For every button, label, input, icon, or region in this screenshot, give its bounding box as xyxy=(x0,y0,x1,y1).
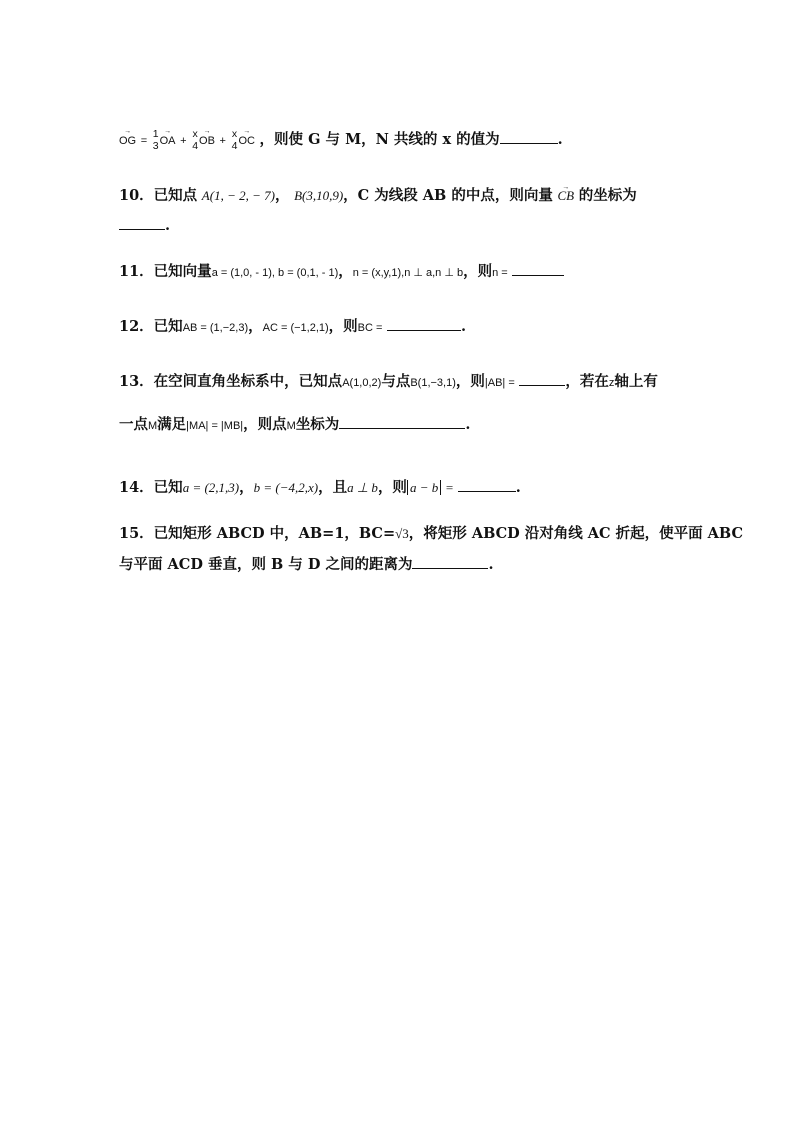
q9-text: ，则使 G 与 M，N 共线的 x 的值为 xyxy=(259,131,500,148)
q13-line2 xyxy=(119,415,470,436)
q14-abs: a − b xyxy=(407,480,441,495)
q13-text-a: 13．在空间直角坐标系中，已知点 xyxy=(119,373,343,390)
q12-bc: BC = xyxy=(357,322,383,334)
q14-number: 14．已知 xyxy=(119,479,183,496)
q9-frac3 xyxy=(232,128,238,152)
q10-point-a: A(1, − 2, − 7) xyxy=(201,188,275,203)
q10-tail: 的坐标为 xyxy=(578,187,637,204)
q13-abs-ab: |AB| = xyxy=(484,377,515,389)
q12-ac: AC = (−1,2,1) xyxy=(262,322,329,334)
q13-end: . xyxy=(465,416,471,433)
q12-answer-blank xyxy=(387,318,461,331)
q15-text-c: 与平面 ACD 垂直，则 B 与 D 之间的距离为 xyxy=(119,556,413,573)
q10-answer-blank xyxy=(119,217,165,230)
q11-comma: ， xyxy=(338,263,353,280)
q14-perp: a ⊥ b xyxy=(347,480,378,495)
q14-then: ，则 xyxy=(377,479,407,496)
q9-frac2-num: x xyxy=(192,128,198,140)
q13-point-b: B(1,−3,1) xyxy=(410,377,456,389)
q10-vector-cb: → CB xyxy=(557,186,574,206)
q12-then: ，则 xyxy=(328,318,358,335)
q13-mid: ，若在 xyxy=(565,373,609,390)
q13-z: z xyxy=(608,377,615,389)
q9-line xyxy=(119,128,563,152)
q12-comma: ， xyxy=(248,318,263,335)
q13-m2: M xyxy=(286,420,296,432)
q10-number: 10．已知点 xyxy=(119,187,198,204)
q14-eq: = xyxy=(445,480,454,495)
q12-ab: AB = (1,−2,3) xyxy=(182,322,249,334)
q15-text-a: 15．已知矩形 ABCD 中，AB=1，BC= xyxy=(119,525,396,542)
q13-text-d: ，则点 xyxy=(243,416,287,433)
q13-answer-blank-2 xyxy=(339,416,465,429)
q10-point-b: B(3,10,9) xyxy=(294,188,344,203)
q12-line xyxy=(119,317,466,338)
q13-then: ，则 xyxy=(455,373,485,390)
q9-frac2-den: 4 xyxy=(192,140,199,152)
q13-answer-blank-1 xyxy=(519,373,565,386)
q14-end: . xyxy=(515,479,521,496)
q10-line2 xyxy=(119,216,170,236)
q12-end: . xyxy=(461,318,467,335)
q11-answer-blank xyxy=(512,263,564,276)
q14-vector-a: a = (2,1,3) xyxy=(182,480,240,495)
q15-sqrt: √3 xyxy=(395,526,409,541)
q9-plus1: + xyxy=(180,135,187,147)
q15-line2 xyxy=(119,555,494,575)
q15-line1 xyxy=(119,524,743,544)
q9-plus2: + xyxy=(219,135,226,147)
q14-line xyxy=(119,478,521,498)
q15-text-b: ，将矩形 ABCD 沿对角线 AC 折起，使平面 ABC xyxy=(408,525,744,542)
q9-oa: → OA xyxy=(160,131,176,151)
q10-line1 xyxy=(119,186,637,206)
q11-expr-result: n = xyxy=(492,267,508,279)
q9-answer-blank xyxy=(500,131,558,144)
q9-og: → OG xyxy=(119,131,136,151)
q13-text-e: 坐标为 xyxy=(295,416,340,433)
q9-frac1-num: 1 xyxy=(152,128,159,140)
q13-cond: |MA| = |MB| xyxy=(186,420,244,432)
q13-text-c: 一点 xyxy=(119,416,148,433)
q13-axis: 轴上有 xyxy=(614,373,658,390)
q14-answer-blank xyxy=(458,479,516,492)
q12-number: 12．已知 xyxy=(119,318,183,335)
q14-vector-b: b = (−4,2,x) xyxy=(253,480,319,495)
q15-end: . xyxy=(488,556,494,573)
q13-cond-text: 满足 xyxy=(157,416,187,433)
q13-m: M xyxy=(148,420,158,432)
q9-frac1 xyxy=(153,128,159,152)
q13-point-a: A(1,0,2) xyxy=(342,377,382,389)
q15-answer-blank xyxy=(412,556,488,569)
q11-expr-n: n = (x,y,1),n ⊥ a,n ⊥ b xyxy=(352,267,464,279)
q9-ob: → OB xyxy=(199,131,215,151)
q10-comma: ， xyxy=(274,187,290,204)
q9-eq: = xyxy=(140,135,148,147)
q9-end: . xyxy=(557,131,563,148)
q10-end: . xyxy=(165,217,171,234)
q9-frac3-num: x xyxy=(231,128,238,140)
q11-expr-ab: a = (1,0, - 1), b = (0,1, - 1) xyxy=(211,267,339,279)
q11-number: 11．已知向量 xyxy=(119,263,212,280)
q11-line xyxy=(119,262,564,283)
q9-oc: → OC xyxy=(238,131,255,151)
q14-comma: ， xyxy=(239,479,254,496)
q14-and: ，且 xyxy=(318,479,348,496)
q13-and: 与点 xyxy=(381,373,411,390)
q9-frac2 xyxy=(192,128,198,152)
q9-frac1-den: 3 xyxy=(152,140,159,152)
q13-line1 xyxy=(119,372,658,393)
q9-frac3-den: 4 xyxy=(231,140,238,152)
q11-then: ，则 xyxy=(463,263,493,280)
q10-text: ，C 为线段 AB 的中点，则向量 xyxy=(343,187,553,204)
